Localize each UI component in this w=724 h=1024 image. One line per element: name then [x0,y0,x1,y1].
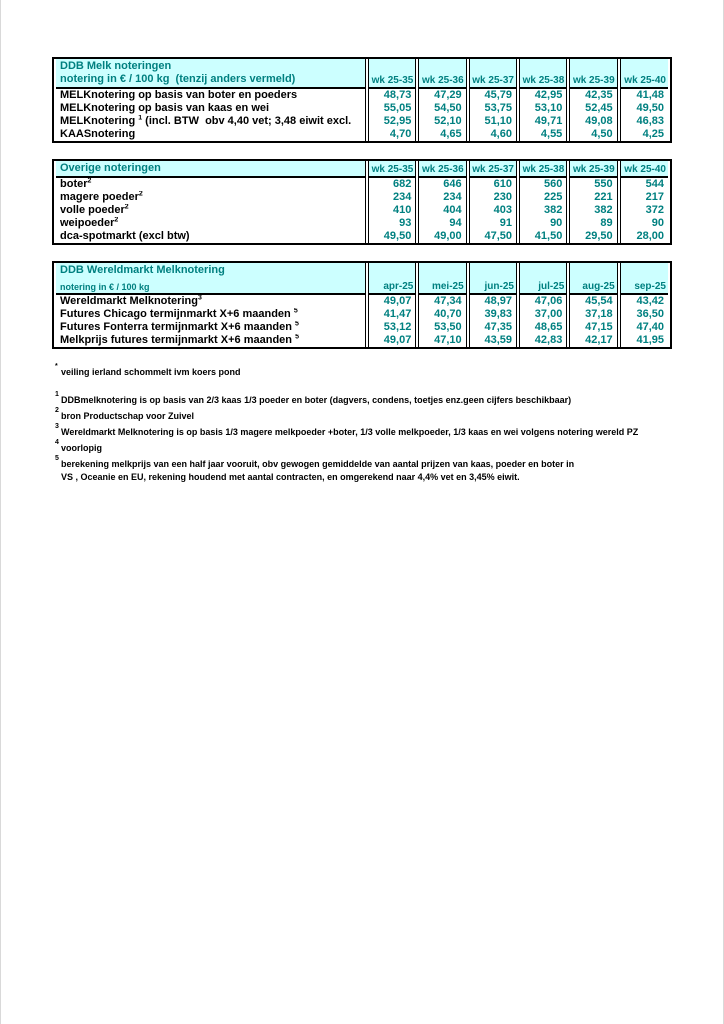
table-title: DDB Wereldmarkt Melknotering [60,264,225,276]
value-cell: 382 [519,204,567,217]
footnote-marker: 1 [55,391,59,398]
value-cell: 4,60 [469,128,517,141]
row-label-text: MELKnotering op basis van boter en poeders [60,89,298,101]
value-cell: 221 [569,191,617,204]
column-header: sep-25 [620,263,668,295]
column-header: wk 25-36 [418,161,466,178]
row-label-superscript: 1 [138,115,143,122]
table-subtitle: notering in € / 100 kg [60,282,150,292]
value-cell: 42,83 [519,334,567,347]
value-cell: 47,15 [569,321,617,334]
table-row [56,217,668,230]
column-header: wk 25-38 [519,59,567,89]
value-cell: 42,17 [569,334,617,347]
row-label [56,204,366,217]
footnote-text: DDBmelknotering is op basis van 2/3 kaas 1/3 poeder en boter (dagvers, condens, toetjes enz.geen cijfers beschikbaar) [61,395,572,405]
column-header: wk 25-40 [620,161,668,178]
footnote [55,363,665,379]
row-label-superscript: 5 [293,308,298,315]
row-label [56,321,366,334]
row-label-text: MELKnotering op basis van kaas en wei [60,102,270,114]
row-label-superscript: 2 [138,191,143,198]
table-title-cell [56,263,366,295]
column-header: wk 25-38 [519,161,567,178]
column-header: wk 25-39 [569,161,617,178]
value-cell: 28,00 [620,230,668,243]
value-cell: 610 [469,178,517,191]
value-cell: 53,75 [469,102,517,115]
row-label [56,191,366,204]
melk-noteringen-table [52,57,672,143]
table-title-cell [56,161,366,178]
table-row [56,191,668,204]
value-cell: 46,83 [620,115,668,128]
value-cell: 49,00 [418,230,466,243]
row-label-text: Wereldmarkt Melknotering [60,295,198,307]
value-cell: 48,65 [519,321,567,334]
row-label [56,230,366,243]
row-label [56,128,366,141]
footnote-marker: * [55,363,58,370]
table-row [56,334,668,347]
table-row [56,178,668,191]
column-header: wk 25-40 [620,59,668,89]
row-label [56,89,366,102]
value-cell: 41,48 [620,89,668,102]
footnote-marker: 3 [55,423,59,430]
column-header: wk 25-37 [469,161,517,178]
column-header: jul-25 [519,263,567,295]
footnote-text: veiling ierland schommelt ivm koers pond [61,367,241,377]
value-cell: 42,35 [569,89,617,102]
value-cell: 234 [418,191,466,204]
value-cell: 560 [519,178,567,191]
row-label-text: KAASnotering [60,128,136,140]
row-label-superscript: 2 [114,217,119,224]
table-subtitle: notering in € / 100 kg (tenzij anders vermeld) [60,73,296,85]
value-cell: 39,83 [469,308,517,321]
column-header: wk 25-35 [368,59,416,89]
value-cell: 47,40 [620,321,668,334]
value-cell: 41,50 [519,230,567,243]
value-cell: 49,71 [519,115,567,128]
table-row [56,295,668,308]
value-cell: 217 [620,191,668,204]
value-cell: 53,10 [519,102,567,115]
value-cell: 54,50 [418,102,466,115]
row-label [56,115,366,128]
row-label [56,334,366,347]
value-cell: 89 [569,217,617,230]
table-row [56,230,668,243]
value-cell: 43,59 [469,334,517,347]
value-cell: 4,55 [519,128,567,141]
value-cell: 37,18 [569,308,617,321]
table-title: Overige noteringen [60,162,161,174]
value-cell: 47,29 [418,89,466,102]
value-cell: 40,70 [418,308,466,321]
row-label-text: Futures Chicago termijnmarkt X+6 maanden [60,308,294,320]
table-row [56,115,668,128]
column-header: apr-25 [368,263,416,295]
row-label-text: volle poeder [60,204,125,216]
value-cell: 43,42 [620,295,668,308]
value-cell: 51,10 [469,115,517,128]
footnote [55,471,665,484]
value-cell: 47,10 [418,334,466,347]
overige-noteringen-table [52,159,672,245]
row-label-text: Melkprijs futures termijnmarkt X+6 maanden [60,334,296,346]
value-cell: 234 [368,191,416,204]
value-cell: 94 [418,217,466,230]
column-header: wk 25-35 [368,161,416,178]
footnote-text: VS , Oceanie en EU, rekening houdend met aantal contracten, en omgerekend naar 4,4% vet en 3,45% eiwit. [61,472,520,482]
value-cell: 36,50 [620,308,668,321]
value-cell: 646 [418,178,466,191]
value-cell: 37,00 [519,308,567,321]
value-cell: 49,08 [569,115,617,128]
table-row [56,321,668,334]
value-cell: 372 [620,204,668,217]
value-cell: 48,73 [368,89,416,102]
row-label-text: Futures Fonterra termijnmarkt X+6 maanden [60,321,296,333]
value-cell: 52,10 [418,115,466,128]
footnote-text: berekening melkprijs van een half jaar vooruit, obv gewogen gemiddelde van aantal prijzen van kaas, poeder en boter in [61,459,575,469]
footnote-text: Wereldmarkt Melknotering is op basis 1/3 magere melkpoeder +boter, 1/3 volle melkpoeder, 1/3 kaas en wei volgens notering wereld PZ [61,427,639,437]
value-cell: 403 [469,204,517,217]
column-header: jun-25 [469,263,517,295]
row-label-superscript: 5 [295,321,299,328]
value-cell: 382 [569,204,617,217]
value-cell: 93 [368,217,416,230]
value-cell: 55,05 [368,102,416,115]
value-cell: 45,54 [569,295,617,308]
table-row [56,308,668,321]
value-cell: 544 [620,178,668,191]
value-cell: 47,06 [519,295,567,308]
value-cell: 49,50 [368,230,416,243]
table-row [56,102,668,115]
column-header: wk 25-36 [418,59,466,89]
row-label-text: MELKnotering [60,115,139,127]
value-cell: 52,45 [569,102,617,115]
value-cell: 404 [418,204,466,217]
column-header: mei-25 [418,263,466,295]
value-cell: 49,50 [620,102,668,115]
table-header-row [56,161,668,178]
column-header: aug-25 [569,263,617,295]
value-cell: 53,50 [418,321,466,334]
value-cell: 47,34 [418,295,466,308]
value-cell: 48,97 [469,295,517,308]
row-label-text: (incl. BTW obv 4,40 vet; 3,48 eiwit excl. [142,115,352,127]
footnote-marker: 4 [55,439,59,446]
row-label [56,217,366,230]
value-cell: 90 [519,217,567,230]
column-header: wk 25-39 [569,59,617,89]
value-cell: 47,35 [469,321,517,334]
row-label-superscript: 3 [197,295,202,302]
row-label-text: weipoeder [60,217,115,229]
row-label [56,308,366,321]
value-cell: 550 [569,178,617,191]
value-cell: 41,47 [368,308,416,321]
row-label [56,178,366,191]
value-cell: 230 [469,191,517,204]
column-header: wk 25-37 [469,59,517,89]
table-header-row [56,59,668,89]
row-label [56,102,366,115]
table-row [56,128,668,141]
value-cell: 4,25 [620,128,668,141]
table-row [56,89,668,102]
value-cell: 225 [519,191,567,204]
footnote-marker: 2 [55,407,59,414]
footnote [55,455,665,471]
value-cell: 4,70 [368,128,416,141]
value-cell: 682 [368,178,416,191]
table-title: DDB Melk noteringen [60,60,172,72]
footnote-text: bron Productschap voor Zuivel [61,411,195,421]
value-cell: 42,95 [519,89,567,102]
footnotes-section [55,363,665,484]
row-label-text: dca-spotmarkt (excl btw) [60,230,190,242]
footnote-text: voorlopig [61,443,102,453]
value-cell: 45,79 [469,89,517,102]
footnote-marker: 5 [55,455,59,462]
value-cell: 91 [469,217,517,230]
value-cell: 4,65 [418,128,466,141]
row-label [56,295,366,308]
row-label-superscript: 2 [87,178,92,185]
value-cell: 410 [368,204,416,217]
wereldmarkt-melknotering-table [52,261,672,349]
value-cell: 29,50 [569,230,617,243]
table-row [56,204,668,217]
footnote [55,391,665,407]
footnote [55,407,665,423]
value-cell: 90 [620,217,668,230]
row-label-text: boter [60,178,88,190]
table-title-cell [56,59,366,89]
value-cell: 49,07 [368,334,416,347]
footnote [55,439,665,455]
value-cell: 53,12 [368,321,416,334]
row-label-superscript: 2 [124,204,129,211]
value-cell: 47,50 [469,230,517,243]
table-header-row [56,263,668,295]
value-cell: 52,95 [368,115,416,128]
value-cell: 4,50 [569,128,617,141]
footnote [55,423,665,439]
row-label-superscript: 5 [295,334,299,341]
value-cell: 49,07 [368,295,416,308]
row-label-text: magere poeder [60,191,139,203]
value-cell: 41,95 [620,334,668,347]
